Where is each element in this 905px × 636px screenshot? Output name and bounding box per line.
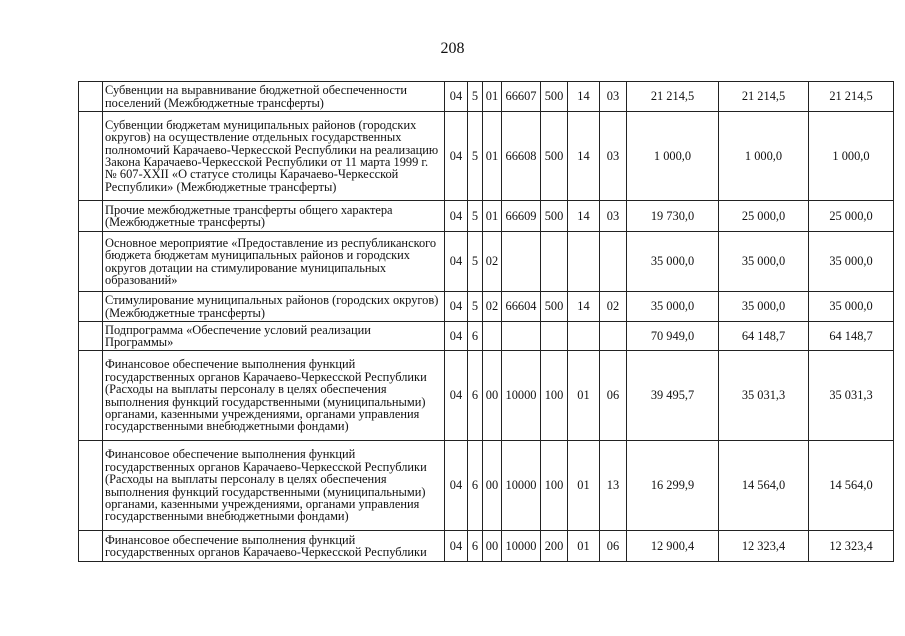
code-cell: 10000 bbox=[502, 441, 541, 531]
index-cell bbox=[79, 292, 103, 322]
amount-cell: 35 031,3 bbox=[809, 351, 894, 441]
code-cell: 04 bbox=[445, 351, 468, 441]
description-cell: Финансовое обеспечение выполнения функций государственных органов Карачаево-Черкесской Республики (Расходы на выплаты персоналу в целях обеспечения выполнения функций государственными (муниципальными) органами, казенными учреждениями, органами управления государственными внебюджетными фондами) bbox=[103, 441, 445, 531]
code-cell: 02 bbox=[483, 292, 502, 322]
index-cell bbox=[79, 82, 103, 112]
code-cell: 04 bbox=[445, 201, 468, 232]
index-cell bbox=[79, 322, 103, 351]
page-number: 208 bbox=[440, 40, 465, 57]
code-cell: 66608 bbox=[502, 112, 541, 201]
description-cell: Финансовое обеспечение выполнения функций государственных органов Карачаево-Черкесской Республики bbox=[103, 531, 445, 562]
code-cell: 100 bbox=[541, 351, 568, 441]
code-cell: 06 bbox=[600, 351, 627, 441]
amount-cell: 14 564,0 bbox=[719, 441, 809, 531]
code-cell: 04 bbox=[445, 441, 468, 531]
code-cell bbox=[600, 322, 627, 351]
code-cell: 04 bbox=[445, 531, 468, 562]
table-row bbox=[79, 292, 894, 322]
index-cell bbox=[79, 351, 103, 441]
code-cell: 200 bbox=[541, 531, 568, 562]
description-cell: Финансовое обеспечение выполнения функций государственных органов Карачаево-Черкесской Республики (Расходы на выплаты персоналу в целях обеспечения выполнения функций государственными (муниципальными) органами, казенными учреждениями, органами управления государственными внебюджетными фондами) bbox=[103, 351, 445, 441]
code-cell: 14 bbox=[568, 201, 600, 232]
code-cell: 6 bbox=[468, 322, 483, 351]
table-row bbox=[79, 441, 894, 531]
amount-cell: 21 214,5 bbox=[809, 82, 894, 112]
code-cell bbox=[541, 232, 568, 292]
code-cell: 04 bbox=[445, 232, 468, 292]
code-cell: 66604 bbox=[502, 292, 541, 322]
code-cell: 04 bbox=[445, 292, 468, 322]
description-cell: Субвенции на выравнивание бюджетной обеспеченности поселений (Межбюджетные трансферты) bbox=[103, 82, 445, 112]
code-cell: 5 bbox=[468, 112, 483, 201]
amount-cell: 1 000,0 bbox=[627, 112, 719, 201]
code-cell: 01 bbox=[568, 351, 600, 441]
code-cell: 02 bbox=[483, 232, 502, 292]
code-cell: 6 bbox=[468, 441, 483, 531]
table-row bbox=[79, 112, 894, 201]
code-cell: 01 bbox=[568, 531, 600, 562]
amount-cell: 1 000,0 bbox=[719, 112, 809, 201]
description-cell: Субвенции бюджетам муниципальных районов (городских округов) на осуществление отдельных государственных полномочий Карачаево-Черкесской Республики на реализацию Закона Карачаево-Черкесской Республики от 11 марта 1999 г. № 607-XXII «О статусе столицы Карачаево-Черкесской Республики» (Межбюджетные трансферты) bbox=[103, 112, 445, 201]
table-row bbox=[79, 82, 894, 112]
code-cell: 06 bbox=[600, 531, 627, 562]
amount-cell: 35 000,0 bbox=[719, 232, 809, 292]
code-cell: 01 bbox=[568, 441, 600, 531]
amount-cell: 25 000,0 bbox=[719, 201, 809, 232]
budget-table bbox=[78, 81, 894, 562]
amount-cell: 21 214,5 bbox=[719, 82, 809, 112]
code-cell bbox=[483, 322, 502, 351]
index-cell bbox=[79, 232, 103, 292]
code-cell: 5 bbox=[468, 82, 483, 112]
code-cell bbox=[502, 232, 541, 292]
code-cell: 500 bbox=[541, 112, 568, 201]
table-row bbox=[79, 351, 894, 441]
amount-cell: 16 299,9 bbox=[627, 441, 719, 531]
amount-cell: 35 000,0 bbox=[719, 292, 809, 322]
code-cell: 10000 bbox=[502, 351, 541, 441]
index-cell bbox=[79, 201, 103, 232]
code-cell: 66609 bbox=[502, 201, 541, 232]
code-cell: 00 bbox=[483, 531, 502, 562]
code-cell: 04 bbox=[445, 112, 468, 201]
amount-cell: 12 900,4 bbox=[627, 531, 719, 562]
code-cell: 14 bbox=[568, 292, 600, 322]
code-cell: 01 bbox=[483, 112, 502, 201]
code-cell bbox=[502, 322, 541, 351]
description-cell: Основное мероприятие «Предоставление из республиканского бюджета бюджетам муниципальных районов и городских округов дотации на стимулирование муниципальных образований» bbox=[103, 232, 445, 292]
code-cell: 100 bbox=[541, 441, 568, 531]
amount-cell: 35 000,0 bbox=[627, 232, 719, 292]
table-row bbox=[79, 232, 894, 292]
code-cell bbox=[568, 232, 600, 292]
code-cell bbox=[541, 322, 568, 351]
code-cell: 00 bbox=[483, 441, 502, 531]
code-cell: 6 bbox=[468, 351, 483, 441]
amount-cell: 64 148,7 bbox=[719, 322, 809, 351]
code-cell: 10000 bbox=[502, 531, 541, 562]
amount-cell: 39 495,7 bbox=[627, 351, 719, 441]
amount-cell: 19 730,0 bbox=[627, 201, 719, 232]
code-cell: 5 bbox=[468, 201, 483, 232]
description-cell: Прочие межбюджетные трансферты общего характера (Межбюджетные трансферты) bbox=[103, 201, 445, 232]
code-cell: 00 bbox=[483, 351, 502, 441]
code-cell: 03 bbox=[600, 112, 627, 201]
code-cell: 04 bbox=[445, 322, 468, 351]
index-cell bbox=[79, 531, 103, 562]
code-cell: 6 bbox=[468, 531, 483, 562]
code-cell: 01 bbox=[483, 201, 502, 232]
amount-cell: 12 323,4 bbox=[809, 531, 894, 562]
table-row bbox=[79, 201, 894, 232]
index-cell bbox=[79, 441, 103, 531]
index-cell bbox=[79, 112, 103, 201]
amount-cell: 21 214,5 bbox=[627, 82, 719, 112]
amount-cell: 25 000,0 bbox=[809, 201, 894, 232]
amount-cell: 12 323,4 bbox=[719, 531, 809, 562]
code-cell: 14 bbox=[568, 112, 600, 201]
table-row bbox=[79, 531, 894, 562]
code-cell: 04 bbox=[445, 82, 468, 112]
amount-cell: 35 000,0 bbox=[627, 292, 719, 322]
amount-cell: 1 000,0 bbox=[809, 112, 894, 201]
amount-cell: 35 000,0 bbox=[809, 232, 894, 292]
amount-cell: 64 148,7 bbox=[809, 322, 894, 351]
amount-cell: 70 949,0 bbox=[627, 322, 719, 351]
description-cell: Подпрограмма «Обеспечение условий реализации Программы» bbox=[103, 322, 445, 351]
code-cell: 01 bbox=[483, 82, 502, 112]
amount-cell: 35 031,3 bbox=[719, 351, 809, 441]
code-cell: 13 bbox=[600, 441, 627, 531]
code-cell: 03 bbox=[600, 201, 627, 232]
code-cell: 03 bbox=[600, 82, 627, 112]
code-cell: 5 bbox=[468, 232, 483, 292]
code-cell: 500 bbox=[541, 201, 568, 232]
code-cell: 14 bbox=[568, 82, 600, 112]
amount-cell: 14 564,0 bbox=[809, 441, 894, 531]
code-cell bbox=[600, 232, 627, 292]
amount-cell: 35 000,0 bbox=[809, 292, 894, 322]
table-row bbox=[79, 322, 894, 351]
description-cell: Стимулирование муниципальных районов (городских округов) (Межбюджетные трансферты) bbox=[103, 292, 445, 322]
code-cell bbox=[568, 322, 600, 351]
code-cell: 500 bbox=[541, 292, 568, 322]
code-cell: 500 bbox=[541, 82, 568, 112]
code-cell: 66607 bbox=[502, 82, 541, 112]
code-cell: 5 bbox=[468, 292, 483, 322]
code-cell: 02 bbox=[600, 292, 627, 322]
